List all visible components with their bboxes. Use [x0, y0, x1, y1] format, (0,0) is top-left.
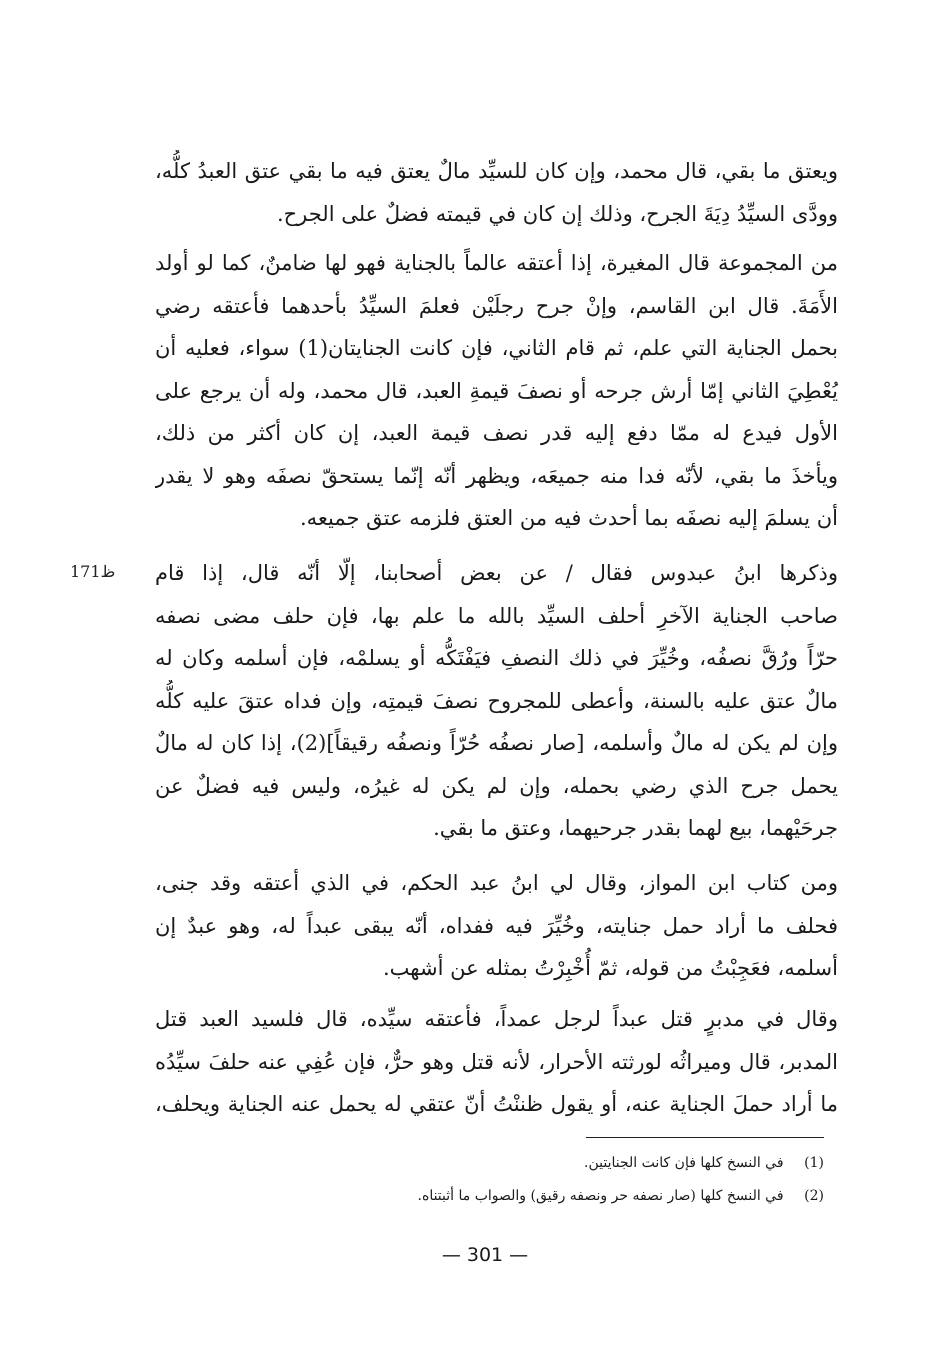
footnote-number: (1) [804, 1155, 824, 1171]
paragraph-4 [155, 862, 838, 990]
page-number: — 301 — [441, 1244, 529, 1266]
paragraph-2 [155, 242, 838, 540]
text-line: ويعتق ما بقي، قال محمد، وإن كان للسيِّد مالٌ يعتق فيه ما بقي عتق العبدُ كلُّه، [155, 159, 838, 183]
text-line: جرحَيْهما، بيع لهما بقدر جرحيهما، وعتق ما بقي. [433, 816, 838, 840]
text-line: وودَّى السيِّدُ دِيَةَ الجرح، وذلك إن كان في قيمته فضلٌ على الجرح. [276, 201, 838, 226]
paragraph-3 [155, 552, 838, 850]
text-line: بحمل الجناية التي علم، ثم قام الثاني، فإن كانت الجنايتان(1) سواء، فعليه أن [155, 336, 838, 360]
text-line: وذكرها ابنُ عبدوس فقال / عن بعض أصحابنا، إلّا أنّه قال، إذا قام [155, 561, 838, 585]
footnote-text: في النسخ كلها (صار نصفه حر ونصفه رقيق) والصواب ما أثبتناه. [417, 1188, 784, 1204]
text-line: وقال في مدبرٍ قتل عبداً لرجل عمداً، فأعتقه سيِّده، قال فلسيد العبد قتل [155, 1007, 838, 1031]
text-line: ما أراد حملَ الجناية عنه، أو يقول ظننْتُ أنّ عتقي له يحمل عنه الجناية ويحلف، [155, 1092, 838, 1116]
text-line: الأول فيدع له ممّا دفع إليه قدر نصف قيمة العبد، إن كان أكثر من ذلك، [155, 421, 838, 445]
paragraph-1 [155, 150, 838, 235]
footnote-2 [330, 1186, 824, 1206]
text-line: يحمل جرح الذي رضي بحمله، وإن لم يكن له غيرُه، وليس فيه فضلٌ عن [155, 773, 838, 798]
text-line: فحلف ما أراد حمل جنايته، وخُيِّرَ فيه ففداه، أنّه يبقى عبداً له، وهو عبدٌ إن [155, 913, 838, 938]
text-line: من المجموعة قال المغيرة، إذا أعتقه عالماً بالجناية فهو لها ضامنٌ، كما لو أولد [155, 251, 838, 275]
text-line: يُعْطِيَ الثاني إمّا أرش جرحه أو نصفَ قيمةِ العبد، قال محمد، وله أن يرجع على [155, 378, 838, 403]
margin-folio-note: ظ171 [70, 562, 116, 581]
footnote-1 [330, 1153, 824, 1173]
text-line: أن يسلمَ إليه نصفَه بما أحدث فيه من العتق فلزمه عتق جميعه. [299, 506, 838, 530]
paragraph-5 [155, 998, 838, 1126]
footnote-text: في النسخ كلها فإن كانت الجنايتين. [584, 1155, 784, 1171]
text-line: ومن كتاب ابن المواز، وقال لي ابنُ عبد الحكم، في الذي أعتقه وقد جنى، [155, 871, 838, 895]
text-line: مالٌ عتق عليه بالسنة، وأعطى للمجروح نصفَ قيمتِه، وإن فداه عتقَ عليه كلُّه [155, 688, 838, 713]
text-line: أسلمه، فعَجِبْتُ من قوله، ثمّ أُخْبِرْتُ بمثله عن أشهب. [383, 956, 838, 980]
text-line: صاحب الجناية الآخرِ أحلف السيِّد بالله ما علم بها، فإن حلف مضى نصفه [155, 603, 838, 628]
text-line: وإن لم يكن له مالٌ وأسلمه، [صار نصفُه حُرّاً ونصفُه رقيقاً](2)، إذا كان له مالٌ [155, 731, 838, 755]
text-line: الأَمَةَ. قال ابن القاسم، وإنْ جرح رجلَيْن فعلمَ السيِّدُ بأحدهما فأعتقه رضي [155, 293, 838, 318]
footnote-divider [586, 1137, 824, 1138]
text-line: ويأخذَ ما بقي، لأنّه فدا منه جميعَه، ويظهر أنّه إنّما يستحقّ نصفَه وهو لا يقدر [155, 463, 838, 488]
footnote-number: (2) [804, 1188, 824, 1204]
text-line: حرّاً ورُقَّ نصفُه، وخُيِّرَ في ذلك النصفِ فيَفْتَكُّه أو يسلمْه، فإن أسلمه وكان له [155, 646, 838, 670]
text-line: المدبر، قال وميراثُه لورثته الأحرار، لأنه قتل وهو حرٌّ، فإن عُفِي عنه حلفَ سيِّدُه [155, 1049, 838, 1074]
